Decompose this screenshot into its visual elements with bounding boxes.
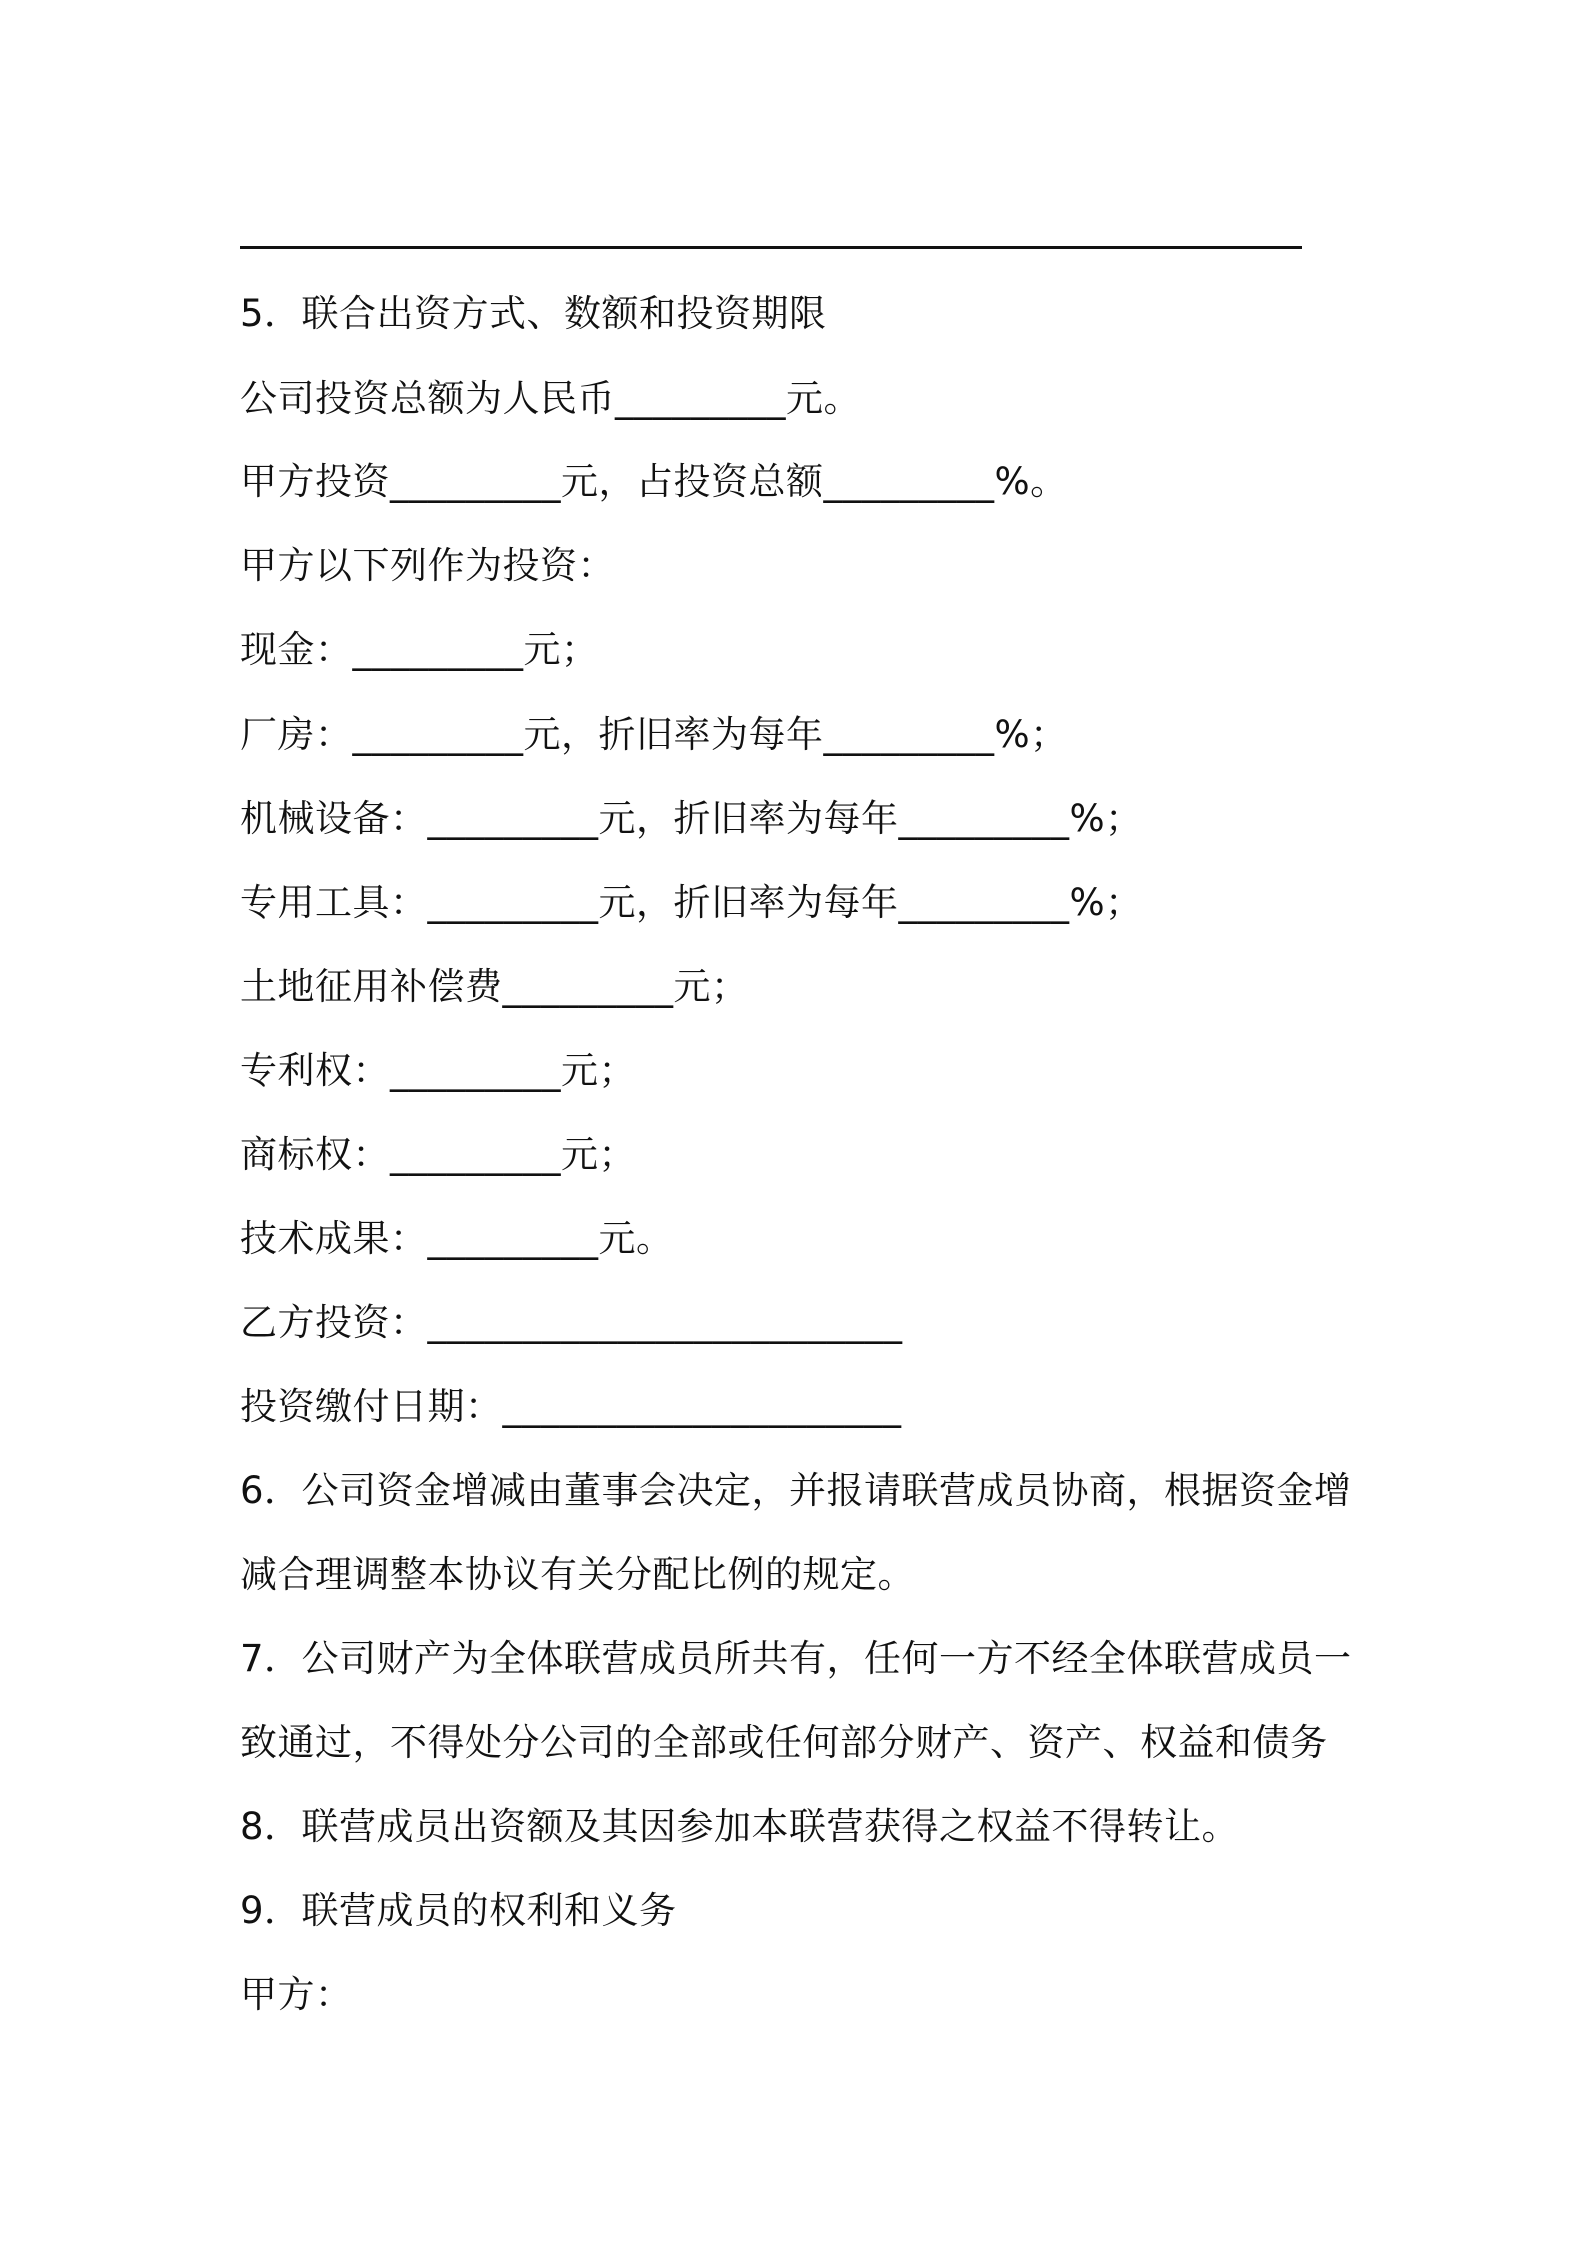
trademark-line: 商标权：_________元； — [240, 1133, 636, 1176]
special-tools-line: 专用工具：_________元，折旧率为每年_________%； — [240, 881, 1143, 924]
section-8-line: 8．联营成员出资额及其因参加本联营获得之权益不得转让。 — [240, 1805, 1240, 1848]
party-a-investment-intro: 甲方以下列作为投资： — [240, 544, 615, 587]
payment-date-line: 投资缴付日期：_____________________ — [240, 1385, 902, 1428]
total-investment-line: 公司投资总额为人民币_________元。 — [240, 377, 861, 420]
patent-line: 专利权：_________元； — [240, 1049, 636, 1092]
tech-results-line: 技术成果：_________元。 — [240, 1217, 674, 1260]
party-b-investment-line: 乙方投资：_________________________ — [240, 1301, 903, 1344]
section-6-line-2: 减合理调整本协议有关分配比例的规定。 — [240, 1553, 915, 1596]
land-compensation-line: 土地征用补偿费_________元； — [240, 965, 749, 1008]
workshop-line: 厂房：_________元，折旧率为每年_________%； — [240, 713, 1068, 756]
section-7-line-1: 7．公司财产为全体联营成员所共有，任何一方不经全体联营成员一 — [240, 1637, 1352, 1680]
cash-line: 现金：_________元； — [240, 628, 599, 671]
machinery-line: 机械设备：_________元，折旧率为每年_________%； — [240, 797, 1143, 840]
top-divider-line — [240, 246, 1302, 249]
party-a-label: 甲方： — [240, 1973, 353, 2016]
party-a-investment-line: 甲方投资_________元，占投资总额_________%。 — [240, 460, 1068, 503]
section-5-title: 5．联合出资方式、数额和投资期限 — [240, 292, 827, 335]
section-6-line-1: 6．公司资金增减由董事会决定，并报请联营成员协商，根据资金增 — [240, 1469, 1352, 1512]
section-9-title: 9．联营成员的权利和义务 — [240, 1889, 677, 1932]
section-7-line-2: 致通过，不得处分公司的全部或任何部分财产、资产、权益和债务 — [240, 1721, 1328, 1764]
